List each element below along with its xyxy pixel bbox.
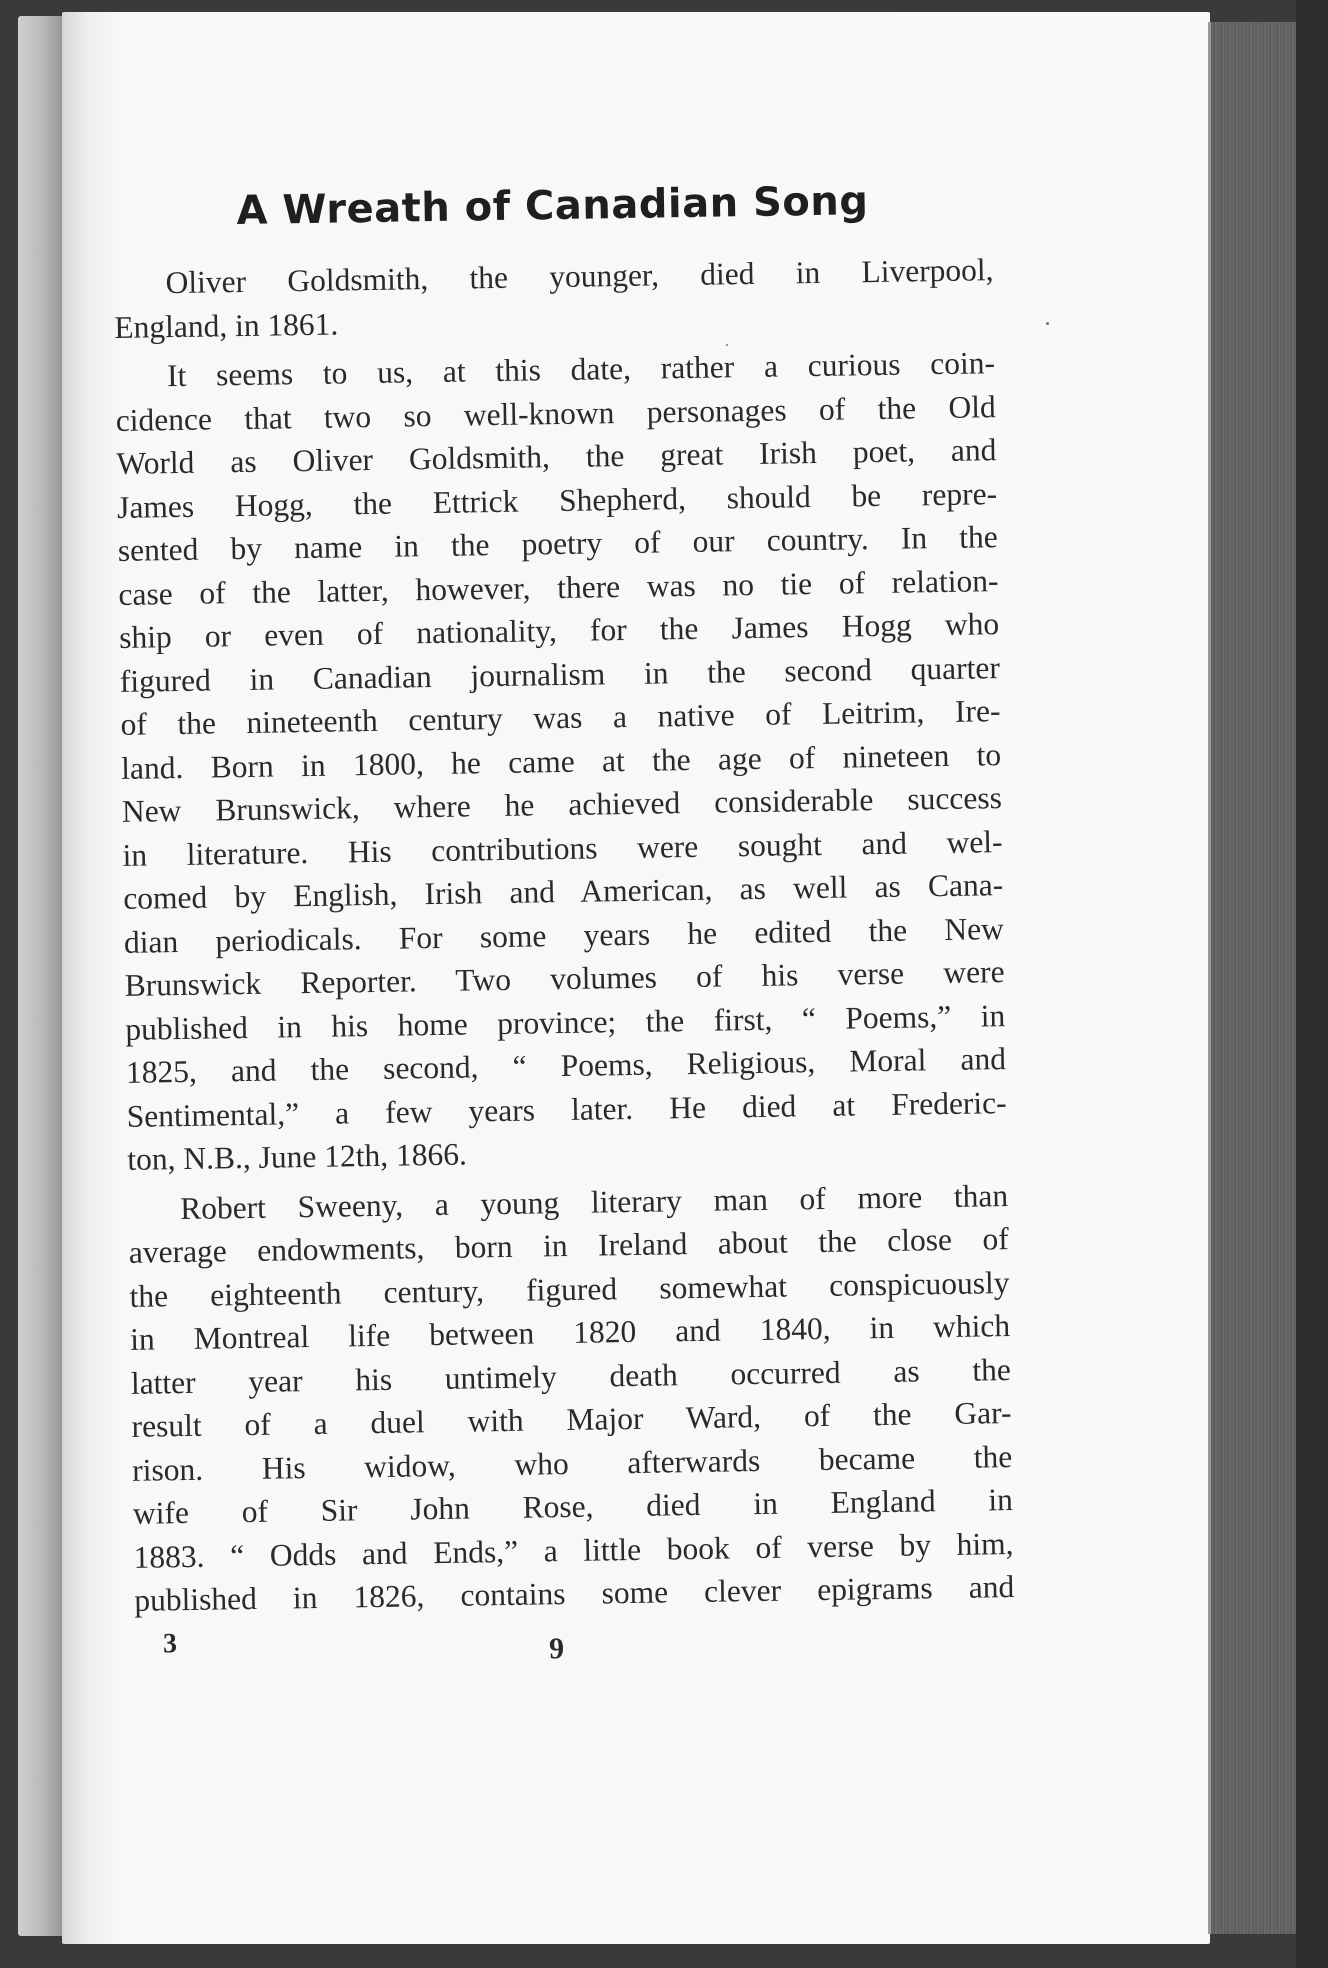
text-line: the eighteenth century, figured somewhat conspicuously xyxy=(129,1264,1010,1314)
text-line: case of the latter, however, there was no tie of relation- xyxy=(118,562,999,612)
paragraph-hogg xyxy=(115,341,1008,1181)
text-line: England, in 1861. xyxy=(114,305,339,345)
text-line: 1883. “ Odds and Ends,” a little book of verse by him, xyxy=(133,1525,1014,1575)
text-line: published in his home province; the first, “ Poems,” in xyxy=(125,997,1006,1047)
text-line: wife of Sir John Rose, died in England in xyxy=(132,1482,1014,1531)
text-line: result of a duel with Major Ward, of the Gar- xyxy=(131,1395,1012,1444)
text-line: latter year his untimely death occurred as the xyxy=(130,1351,1012,1401)
paragraph-sweeny xyxy=(128,1174,1015,1623)
signature-mark: 3 xyxy=(162,1627,178,1659)
text-line: 1825, and the second, “ Poems, Religious, Moral and xyxy=(125,1041,1007,1090)
paragraph-goldsmith xyxy=(113,248,994,349)
text-line: sented by name in the poetry of our country. In the xyxy=(117,519,998,568)
text-line: Brunswick Reporter. Two volumes of his verse were xyxy=(124,954,1005,1003)
text-line: land. Born in 1800, he came at the age of nineteen to xyxy=(120,736,1002,786)
text-line: World as Oliver Goldsmith, the great Irish poet, and xyxy=(116,432,997,481)
text-line: dian periodicals. For some years he edited the New xyxy=(123,910,1005,960)
text-line: comed by English, Irish and American, as well as Cana- xyxy=(123,867,1004,916)
page-number: 9 xyxy=(548,1631,565,1665)
text-line: published in 1826, contains some clever epigrams and xyxy=(134,1569,1015,1618)
text-line: ship or even of nationality, for the James Hogg who xyxy=(118,606,1000,655)
text-line: Robert Sweeny, a young literary man of more than xyxy=(179,1177,1009,1226)
book-shadow xyxy=(1296,0,1328,1968)
text-line: figured in Canadian journalism in the second quarter xyxy=(119,649,1001,699)
text-line: in literature. His contributions were sought and wel- xyxy=(122,823,1003,873)
text-line: of the nineteenth century was a native of Leitrim, Ire- xyxy=(120,693,1001,742)
paper-speck xyxy=(1046,322,1049,325)
text-line: Oliver Goldsmith, the younger, died in Liverpool, xyxy=(165,252,994,301)
text-line: New Brunswick, where he achieved considerable success xyxy=(121,780,1003,829)
text-line: Sentimental,” a few years later. He died at Frederic- xyxy=(126,1084,1007,1134)
text-line: It seems to us, at this date, rather a curious coin- xyxy=(166,345,996,394)
running-head: A Wreath of Canadian Song xyxy=(236,178,869,235)
text-line: in Montreal life between 1820 and 1840, in which xyxy=(129,1308,1011,1357)
text-line: James Hogg, the Ettrick Shepherd, should be repre- xyxy=(116,475,998,525)
text-line: ton, N.B., June 12th, 1866. xyxy=(127,1136,468,1177)
text-line: average endowments, born in Ireland about the close of xyxy=(128,1221,1010,1270)
text-line: cidence that two so well-known personages of the Old xyxy=(115,388,996,438)
page-content xyxy=(112,166,1015,1676)
text-line: rison. His widow, who afterwards became the xyxy=(131,1438,1013,1488)
